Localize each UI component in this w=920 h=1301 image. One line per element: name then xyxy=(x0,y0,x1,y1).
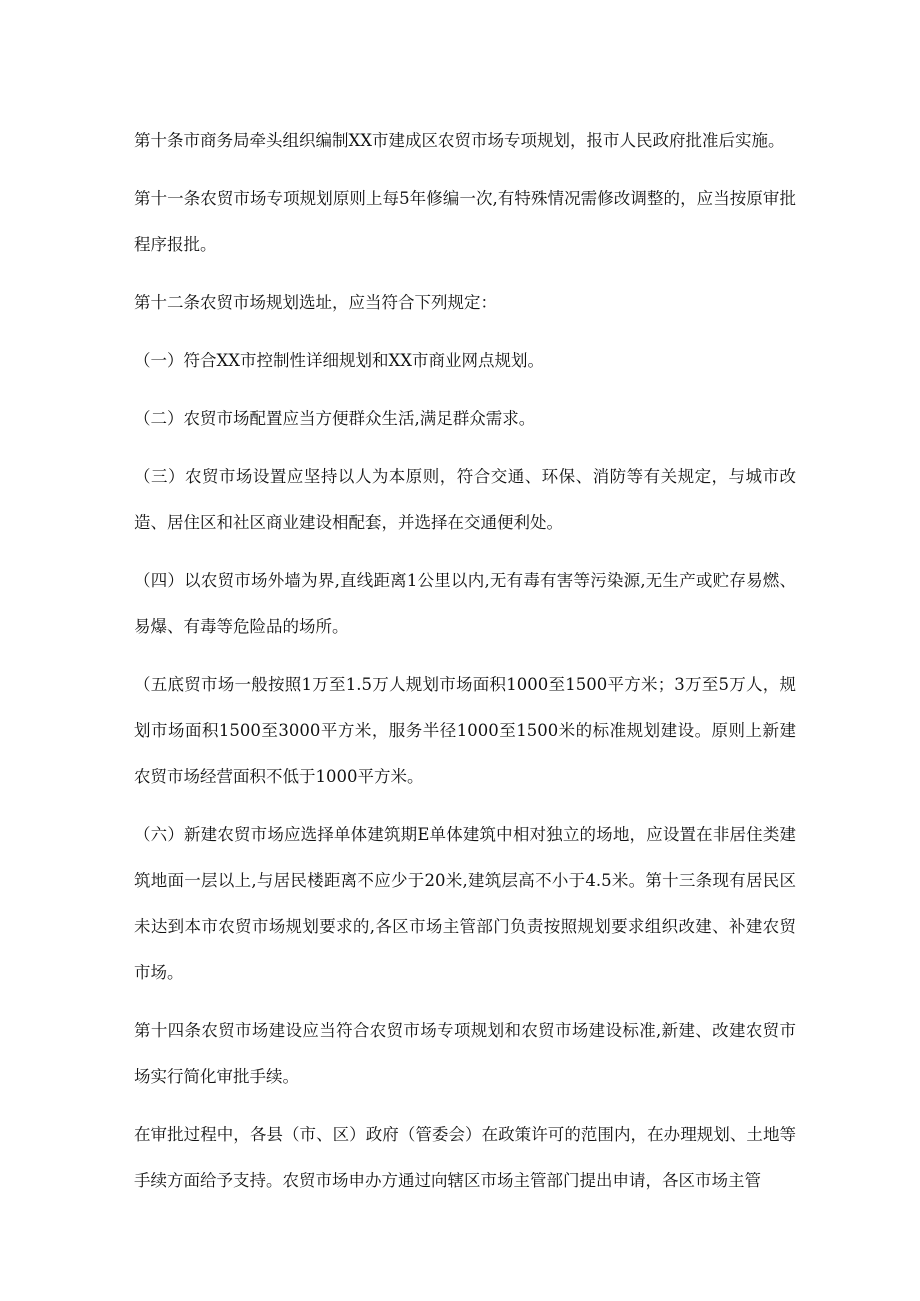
article-12-item-6: （六）新建农贸市场应选择单体建筑期E单体建筑中相对独立的场地，应设置在非居住类建筑地面一层以上,与居民楼距离不应少于20米,建筑层高不小于4.5米。第十三条现有居民区未达到本市农贸市场规划要求的,各区市场主管部门负责按照规划要求组织改建、补建农贸市场。 xyxy=(134,825,796,982)
article-12-paragraph: 第十二条农贸市场规划选址，应当符合下列规定： xyxy=(134,293,497,312)
article-12-item-5: （五底贸市场一般按照1万至1.5万人规划市场面积1000至1500平方米；3万至5万人，规划市场面积1500至3000平方米，服务半径1000至1500米的标准规划建设。原则上新建农贸市场经营面积不低于1000平方米。 xyxy=(134,675,796,786)
article-12-item-4: （四）以农贸市场外墙为界,直线距离1公里以内,无有毒有害等污染源,无生产或贮存易燃、易爆、有毒等危险品的场所。 xyxy=(134,571,796,636)
document-body xyxy=(134,118,796,1216)
article-14-paragraph: 第十四条农贸市场建设应当符合农贸市场专项规划和农贸市场建设标准,新建、改建农贸市场实行简化审批手续。 xyxy=(134,1021,796,1086)
article-12-item-3: （三）农贸市场设置应坚持以人为本原则，符合交通、环保、消防等有关规定，与城市改造、居住区和社区商业建设相配套，并选择在交通便利处。 xyxy=(134,467,796,532)
article-12-item-1: （一）符合XX市控制性详细规划和XX市商业网点规划。 xyxy=(134,351,544,370)
article-12-item-2: （二）农贸市场配置应当方便群众生活,满足群众需求。 xyxy=(134,409,536,428)
approval-process-paragraph: 在审批过程中，各县（市、区）政府（管委会）在政策许可的范围内，在办理规划、土地等手续方面给予支持。农贸市场申办方通过向辖区市场主管部门提出申请，各区市场主管 xyxy=(134,1125,796,1190)
article-11-paragraph: 第十一条农贸市场专项规划原则上每5年修编一次,有特殊情况需修改调整的，应当按原审批程序报批。 xyxy=(134,189,796,254)
article-10-paragraph: 第十条市商务局牵头组织编制XX市建成区农贸市场专项规划，报市人民政府批准后实施。 xyxy=(134,131,785,150)
